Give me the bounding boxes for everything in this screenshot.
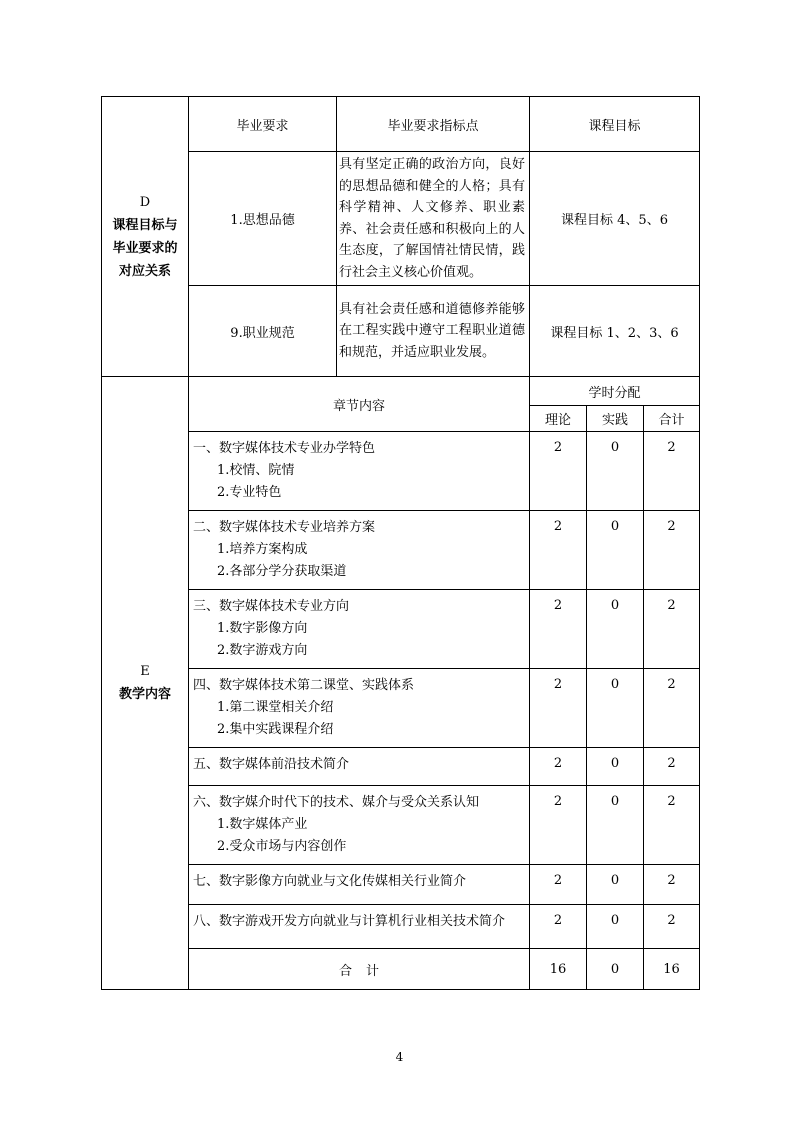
objective-cell: 课程目标 4、5、6	[530, 152, 700, 286]
practice-hours: 0	[587, 590, 644, 669]
indicator-cell: 具有社会责任感和道德修养能够在工程实践中遵守工程职业道德和规范，并适应职业发展。	[337, 286, 530, 377]
header-objective: 课程目标	[530, 97, 700, 152]
header-chapter: 章节内容	[189, 377, 530, 432]
section-e-letter: E	[140, 664, 150, 679]
section-d-title-line: 对应关系	[118, 263, 171, 279]
chapter-row	[102, 669, 700, 748]
total-hours: 2	[644, 432, 700, 511]
chapter-cell	[189, 865, 530, 905]
total-hours: 2	[644, 786, 700, 865]
section-d-title-line: 课程目标与	[112, 217, 178, 233]
header-total: 合计	[644, 406, 700, 432]
chapter-row	[102, 511, 700, 590]
chapter-subitem: 2.专业特色	[217, 485, 282, 500]
total-hours: 2	[644, 511, 700, 590]
chapter-title: 六、数字媒介时代下的技术、媒介与受众关系认知	[193, 795, 480, 810]
indicator-cell: 具有坚定正确的政治方向，良好的思想品德和健全的人格；具有科学精神、人文修养、职业素养、社会责任感和积极向上的人生态度，了解国情社情民情，践行社会主义核心价值观。	[337, 152, 530, 286]
theory-hours: 2	[530, 511, 587, 590]
chapter-row	[102, 432, 700, 511]
total-hours: 2	[644, 590, 700, 669]
header-indicator: 毕业要求指标点	[337, 97, 530, 152]
requirement-cell: 1.思想品德	[189, 152, 337, 286]
chapter-title: 七、数字影像方向就业与文化传媒相关行业简介	[193, 874, 467, 889]
chapter-subitem: 2.数字游戏方向	[217, 643, 308, 658]
section-d-title-line: 毕业要求的	[112, 240, 178, 256]
course-table	[101, 96, 700, 990]
total-hours: 2	[644, 748, 700, 786]
chapter-subitem: 1.第二课堂相关介绍	[217, 700, 334, 715]
header-practice: 实践	[587, 406, 644, 432]
chapter-row	[102, 748, 700, 786]
section-d-letter: D	[139, 194, 151, 210]
page-number: 4	[395, 1050, 404, 1064]
requirement-cell: 9.职业规范	[189, 286, 337, 377]
chapter-subitem: 1.数字影像方向	[217, 621, 308, 636]
header-hours: 学时分配	[530, 377, 700, 406]
section-e-label	[102, 377, 189, 990]
chapter-row	[102, 590, 700, 669]
total-hours: 2	[644, 669, 700, 748]
chapter-cell	[189, 669, 530, 748]
chapter-row	[102, 786, 700, 865]
sum-total: 16	[644, 949, 700, 990]
chapter-cell	[189, 786, 530, 865]
chapter-title: 八、数字游戏开发方向就业与计算机行业相关技术简介	[193, 914, 506, 929]
practice-hours: 0	[587, 511, 644, 590]
chapter-row	[102, 905, 700, 949]
chapter-title: 三、数字媒体技术专业方向	[193, 599, 350, 614]
section-d-label	[102, 97, 189, 377]
header-theory: 理论	[530, 406, 587, 432]
practice-hours: 0	[587, 432, 644, 511]
practice-hours: 0	[587, 865, 644, 905]
total-label: 合计	[189, 949, 530, 990]
chapter-subitem: 1.校情、院情	[217, 463, 295, 478]
chapter-subitem: 2.集中实践课程介绍	[217, 722, 334, 737]
chapter-title: 一、数字媒体技术专业办学特色	[193, 441, 376, 456]
total-hours: 2	[644, 905, 700, 949]
chapter-subitem: 2.各部分学分获取渠道	[217, 564, 347, 579]
practice-hours: 0	[587, 786, 644, 865]
chapter-cell	[189, 511, 530, 590]
theory-hours: 2	[530, 905, 587, 949]
chapter-title: 二、数字媒体技术专业培养方案	[193, 520, 376, 535]
chapter-title: 五、数字媒体前沿技术简介	[193, 757, 350, 772]
total-row	[102, 949, 700, 990]
chapter-cell	[189, 590, 530, 669]
practice-hours: 0	[587, 748, 644, 786]
chapter-subitem: 1.数字媒体产业	[217, 817, 308, 832]
section-e-title: 教学内容	[118, 687, 171, 702]
chapter-title: 四、数字媒体技术第二课堂、实践体系	[193, 678, 415, 693]
theory-hours: 2	[530, 432, 587, 511]
theory-hours: 2	[530, 669, 587, 748]
chapter-cell	[189, 748, 530, 786]
chapter-subitem: 2.受众市场与内容创作	[217, 839, 347, 854]
theory-hours: 2	[530, 748, 587, 786]
practice-hours: 0	[587, 905, 644, 949]
theory-hours: 2	[530, 590, 587, 669]
sum-practice: 0	[587, 949, 644, 990]
chapter-subitem: 1.培养方案构成	[217, 542, 308, 557]
sum-theory: 16	[530, 949, 587, 990]
theory-hours: 2	[530, 865, 587, 905]
chapter-cell	[189, 905, 530, 949]
header-requirement: 毕业要求	[189, 97, 337, 152]
objective-cell: 课程目标 1、2、3、6	[530, 286, 700, 377]
practice-hours: 0	[587, 669, 644, 748]
theory-hours: 2	[530, 786, 587, 865]
total-hours: 2	[644, 865, 700, 905]
chapter-row	[102, 865, 700, 905]
chapter-cell	[189, 432, 530, 511]
